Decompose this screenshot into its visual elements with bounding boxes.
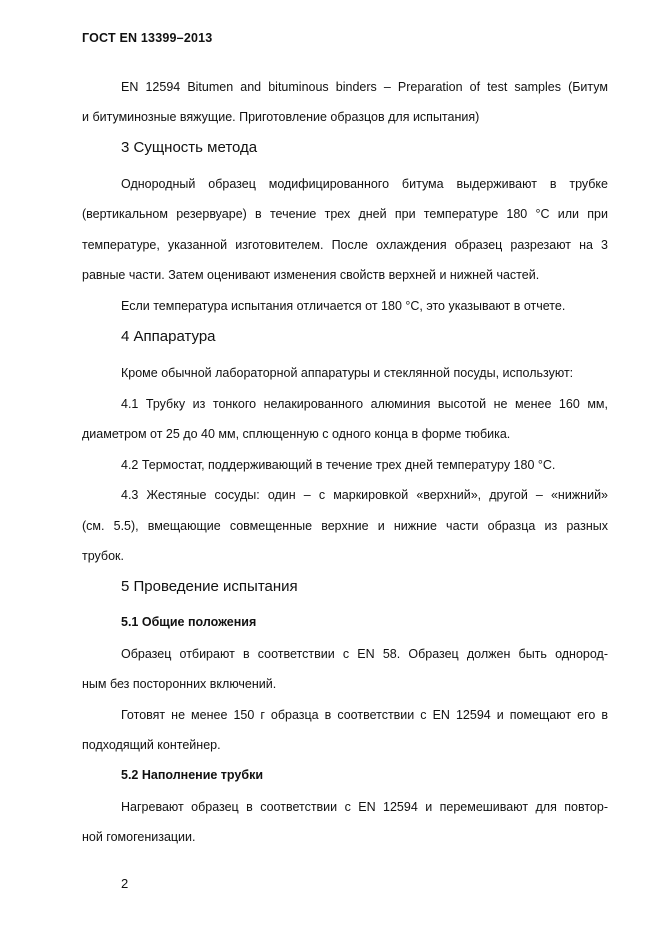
text-line: Однородный образец модифицированного битума выдерживают в трубке	[121, 177, 608, 191]
text-line: ной гомогенизации.	[82, 830, 196, 844]
document-header-code: ГОСТ EN 13399–2013	[82, 31, 213, 45]
text-line: подходящий контейнер.	[82, 738, 221, 752]
subsection-5-1-heading: 5.1 Общие положения	[121, 615, 257, 629]
text-line: Готовят не менее 150 г образца в соответствии с EN 12594 и помещают его в	[121, 708, 608, 722]
text-line: 4.3 Жестяные сосуды: один – с маркировкой «верхний», другой – «нижний»	[121, 488, 608, 502]
section-4-intro: Кроме обычной лабораторной аппаратуры и стеклянной посуды, используют:	[121, 366, 574, 380]
text-line: (см. 5.5), вмещающие совмещенные верхние и нижние части образца из разных	[82, 519, 608, 533]
text-line: и битуминозные вяжущие. Приготовление образцов для испытания)	[82, 110, 480, 124]
page-number: 2	[121, 876, 129, 891]
subsection-5-2-heading: 5.2 Наполнение трубки	[121, 768, 264, 782]
section-4-heading: 4 Аппаратура	[121, 328, 216, 345]
text-line: равные части. Затем оценивают изменения свойств верхней и нижней частей.	[82, 268, 540, 282]
section-3-paragraph-2: Если температура испытания отличается от 180 °С, это указывают в отчете.	[121, 299, 566, 313]
text-line: ным без посторонних включений.	[82, 677, 277, 691]
text-line: температуре, указанной изготовителем. После охлаждения образец разрезают на 3	[82, 238, 608, 252]
item-4-2: 4.2 Термостат, поддерживающий в течение трех дней температуру 180 °С.	[121, 458, 556, 472]
section-5-heading: 5 Проведение испытания	[121, 578, 298, 595]
text-line: трубок.	[82, 549, 124, 563]
text-line: диаметром от 25 до 40 мм, сплющенную с одного конца в форме тюбика.	[82, 427, 511, 441]
text-line: EN 12594 Bitumen and bituminous binders – Preparation of test samples (Битум	[121, 80, 608, 94]
section-3-heading: 3 Сущность метода	[121, 139, 258, 156]
text-line: Нагревают образец в соответствии с EN 12594 и перемешивают для повтор-	[121, 800, 608, 814]
text-line: (вертикальном резервуаре) в течение трех дней при температуре 180 °С или при	[82, 207, 608, 221]
text-line: 4.1 Трубку из тонкого нелакированного алюминия высотой не менее 160 мм,	[121, 397, 608, 411]
text-line: Образец отбирают в соответствии с EN 58. Образец должен быть однород-	[121, 647, 608, 661]
